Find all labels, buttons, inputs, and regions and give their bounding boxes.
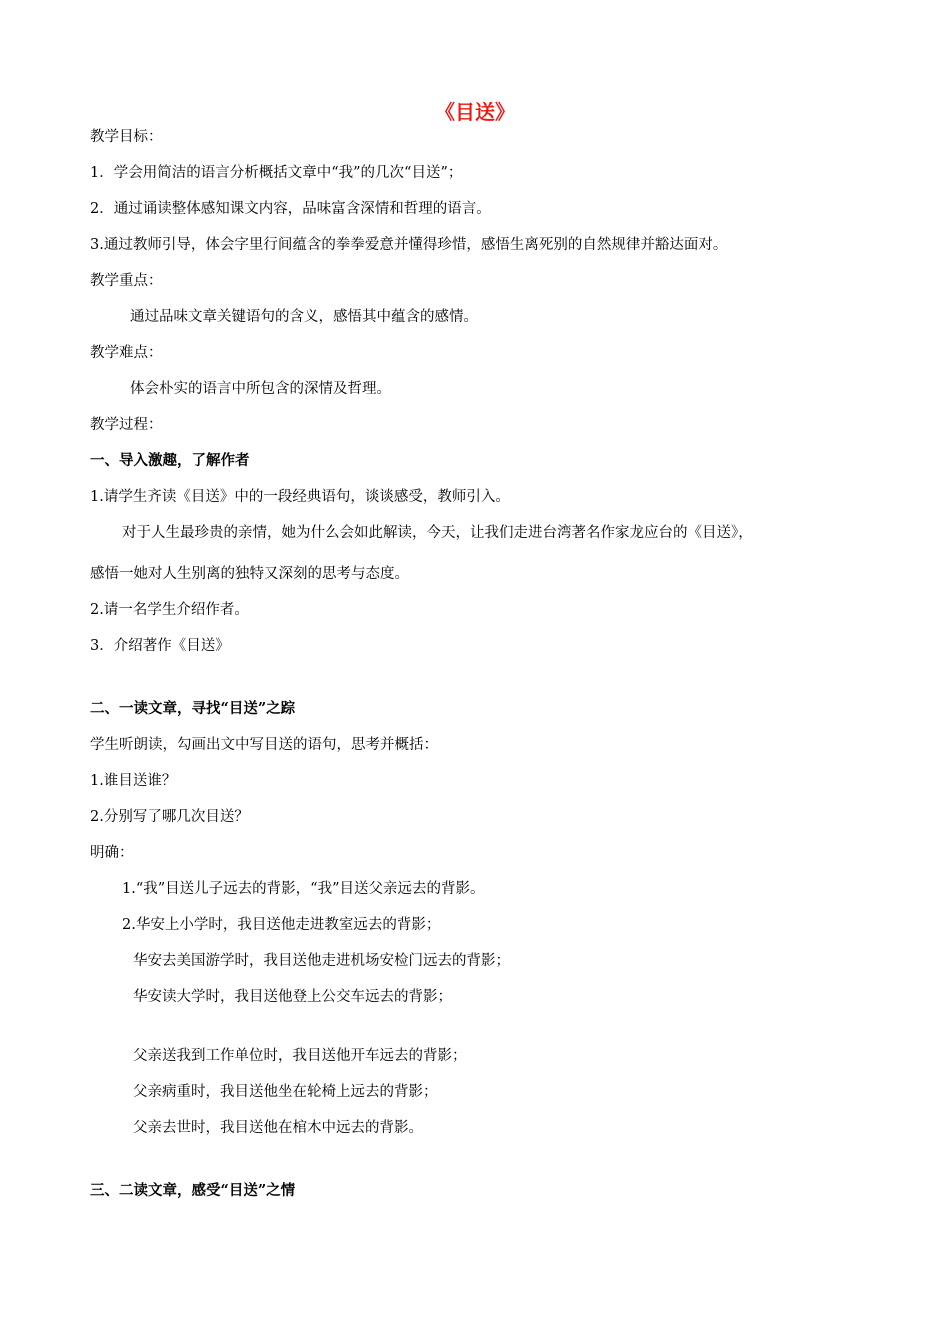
answer-2-line-5: 父亲病重时，我目送他坐在轮椅上远去的背影； xyxy=(133,1084,438,1100)
section1-paragraph-cont: 感悟一她对人生别离的独特又深刻的思考与态度。 xyxy=(90,566,409,582)
section-heading-1: 一、导入激趣，了解作者 xyxy=(90,452,250,469)
answer-2: 2.华安上小学时，我目送他走进教室远去的背影； xyxy=(122,917,441,933)
heading-process: 教学过程： xyxy=(90,417,163,433)
answer-2-line-6: 父亲去世时，我目送他在棺木中远去的背影。 xyxy=(133,1120,423,1136)
section2-clarify: 明确： xyxy=(90,845,134,861)
section1-item-3: 3．介绍著作《目送》 xyxy=(90,638,230,654)
section1-item-2: 2.请一名学生介绍作者。 xyxy=(90,602,249,618)
section2-intro: 学生听朗读，勾画出文中写目送的语句，思考并概括： xyxy=(90,737,438,753)
difficulty-text: 体会朴实的语言中所包含的深情及哲理。 xyxy=(130,381,391,397)
section1-item-1: 1.请学生齐读《目送》中的一段经典语句，谈谈感受，教师引入。 xyxy=(90,489,510,505)
section-heading-2: 二、一读文章，寻找“目送”之踪 xyxy=(90,700,296,717)
goal-item-2: 2．通过诵读整体感知课文内容，品味富含深情和哲理的语言。 xyxy=(90,201,491,217)
document-title: 《目送》 xyxy=(435,100,515,124)
heading-difficulties: 教学难点： xyxy=(90,345,163,361)
section2-question-1: 1.谁目送谁？ xyxy=(90,773,177,789)
key-point-text: 通过品味文章关键语句的含义，感悟其中蕴含的感情。 xyxy=(130,309,478,325)
answer-2-line-2: 华安去美国游学时，我目送他走进机场安检门远去的背影； xyxy=(133,953,510,969)
answer-2-line-4: 父亲送我到工作单位时，我目送他开车远去的背影； xyxy=(133,1048,467,1064)
goal-item-1: 1．学会用简洁的语言分析概括文章中“我”的几次“目送”； xyxy=(90,165,463,181)
answer-2-line-3: 华安读大学时，我目送他登上公交车远去的背影； xyxy=(133,989,452,1005)
section-heading-3: 三、二读文章，感受“目送”之情 xyxy=(90,1182,296,1199)
goal-item-3: 3.通过教师引导，体会字里行间蕴含的拳拳爱意并懂得珍惜，感悟生离死别的自然规律并豁达面对。 xyxy=(90,237,728,253)
section2-question-2: 2.分别写了哪几次目送？ xyxy=(90,809,249,825)
answer-1: 1.“我”目送儿子远去的背影，“我”目送父亲远去的背影。 xyxy=(122,881,485,897)
heading-key-points: 教学重点： xyxy=(90,273,163,289)
heading-teaching-goals: 教学目标： xyxy=(90,129,163,145)
section1-paragraph: 对于人生最珍贵的亲情，她为什么会如此解读，今天，让我们走进台湾著名作家龙应台的《目送》， xyxy=(122,525,753,541)
